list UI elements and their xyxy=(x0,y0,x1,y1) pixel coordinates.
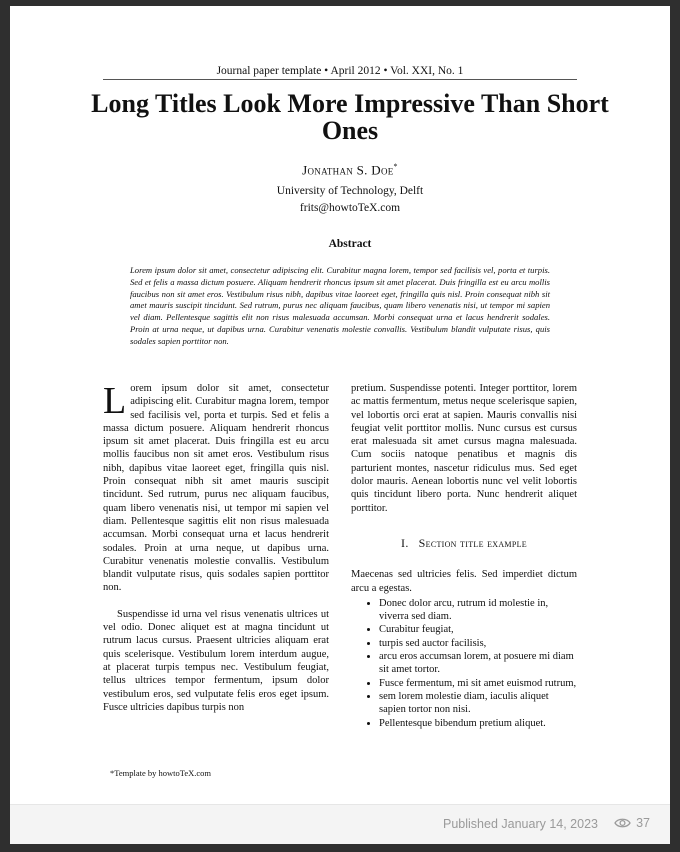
view-count xyxy=(614,816,650,830)
author-name-text: Jonathan S. Doe xyxy=(302,162,394,178)
footnote: *Template by howtoTeX.com xyxy=(110,768,212,778)
abstract-text: Lorem ipsum dolor sit amet, consectetur adipiscing elit. Curabitur magna lorem, tempor sed facilisis vel, porta et turpis. Sed et felis a massa dictum posuere. Aliquam hendrerit rhoncus ipsum sit amet placerat. Duis fringilla est eu arcu mollis faucibus non sit amet eros. Vestibulum risus nibh, dapibus vitae laoreet eget, fringilla quis nisl. Proin consequat nibh sit amet mauris suscipit tincidunt. Sed rutrum, purus nec aliquam faucibus, quam libero venenatis nisi, ut tempor mi sapien vel diam. Pellentesque sagittis elit non risus malesuada accumsan. Morbi consequat urna et lacus hendrerit sodales. Proin at urna neque, ut dapibus urna. Curabitur venenatis molestie convallis. Vestibulum blandit vulputate risus, quis sodales sapien porttitor non. xyxy=(130,265,550,346)
list-item: • Pellentesque bibendum pretium aliquet. xyxy=(379,717,577,730)
list-item: • Curabitur feugiat, xyxy=(379,623,577,636)
author-footnote-mark: * xyxy=(393,162,398,171)
published-date: Published January 14, 2023 xyxy=(443,817,598,831)
paper-page xyxy=(10,6,670,804)
section-number: I. xyxy=(401,535,409,550)
list-item: • Fusce fermentum, mi sit amet euismod rutrum, xyxy=(379,677,577,690)
document-card xyxy=(10,6,670,844)
right-column xyxy=(351,382,577,730)
view-count-number: 37 xyxy=(636,816,650,830)
author-name xyxy=(70,162,630,178)
left-paragraph-1-text: orem ipsum dolor sit amet, consectetur adipiscing elit. Curabitur magna lorem, tempor sed facilisis vel, porta et turpis. Sed et felis a massa dictum posuere. Aliquam hendrerit rhoncus ipsum sit amet placerat. Duis fringilla est eu arcu mollis faucibus non sit amet eros. Vestibulum risus nibh, dapibus vitae laoreet eget, fringilla quis nisl. Proin consequat nibh sit amet mauris suscipit tincidunt. Sed rutrum, purus nec aliquam faucibus, quam libero venenatis nisi, ut tempor mi sapien vel diam. Pellentesque sagittis elit non risus malesuada accumsan. Morbi consequat urna et lacus hendrerit sodales. Proin at urna neque, ut dapibus urna. Curabitur venenatis molestie convallis. Vestibulum blandit vulputate risus, quis sodales sapien porttitor non. xyxy=(103,383,329,594)
section-title: Section title example xyxy=(418,535,527,550)
list-item: • turpis sed auctor facilisis, xyxy=(379,637,577,650)
left-column xyxy=(103,382,329,714)
footer-bar xyxy=(10,804,670,844)
paper-title: Long Titles Look More Impressive Than Short Ones xyxy=(91,89,609,145)
left-paragraph-2: Suspendisse id urna vel risus venenatis ultrices ut vel odio. Donec aliquet est at magna tincidunt ut rutrum lacus cursus. Praesent ultricies aliquam erat quis scelerisque. Vestibulum lorem interdum augue, at placerat turpis tempus nec. Vestibulum feugiat, tellus ultrices tempor fermentum, ipsum dolor vestibulum eros, sed vulputate felis eros eget ipsum. Fusce ultricies dapibus turpis non xyxy=(103,608,329,713)
running-header: Journal paper template • April 2012 • Vol. XXI, No. 1 xyxy=(103,65,577,80)
section-intro: Maecenas sed ultricies felis. Sed imperdiet dictum arcu a egestas. xyxy=(351,569,577,594)
list-item: • sem lorem molestie diam, iaculis aliquet sapien tortor non nisi. xyxy=(379,690,577,717)
list-item: • Donec dolor arcu, rutrum id molestie in, viverra sed diam. xyxy=(379,597,577,624)
left-paragraph-1 xyxy=(103,382,329,595)
right-paragraph-1: pretium. Suspendisse potenti. Integer porttitor, lorem ac mattis fermentum, metus neque scelerisque sapien, vel lobortis orci erat at sapien. Mauris convallis nisi feugiat velit porttitor mollis. Nunc cursus est cursus erat malesuada sit amet cursus magna malesuada. Cum sociis natoque penatibus et magnis dis parturient montes, nascetur ridiculus mus. Sed eget dolor mauris. Aenean lobortis nunc vel velit lobortis quis tincidunt libero porta. Nunc hendrerit aliquet porttitor. xyxy=(351,383,577,514)
affiliation: University of Technology, Delft xyxy=(276,185,424,197)
list-item: • arcu eros accumsan lorem, at posuere mi diam sit amet tortor. xyxy=(379,650,577,677)
author-email: frits@howtoTeX.com xyxy=(299,202,401,214)
affiliation-block xyxy=(70,183,630,217)
abstract-heading: Abstract xyxy=(328,238,372,250)
eye-icon xyxy=(614,817,631,829)
bullet-list xyxy=(351,597,577,730)
section-heading xyxy=(351,537,577,550)
drop-cap: L xyxy=(103,380,127,422)
